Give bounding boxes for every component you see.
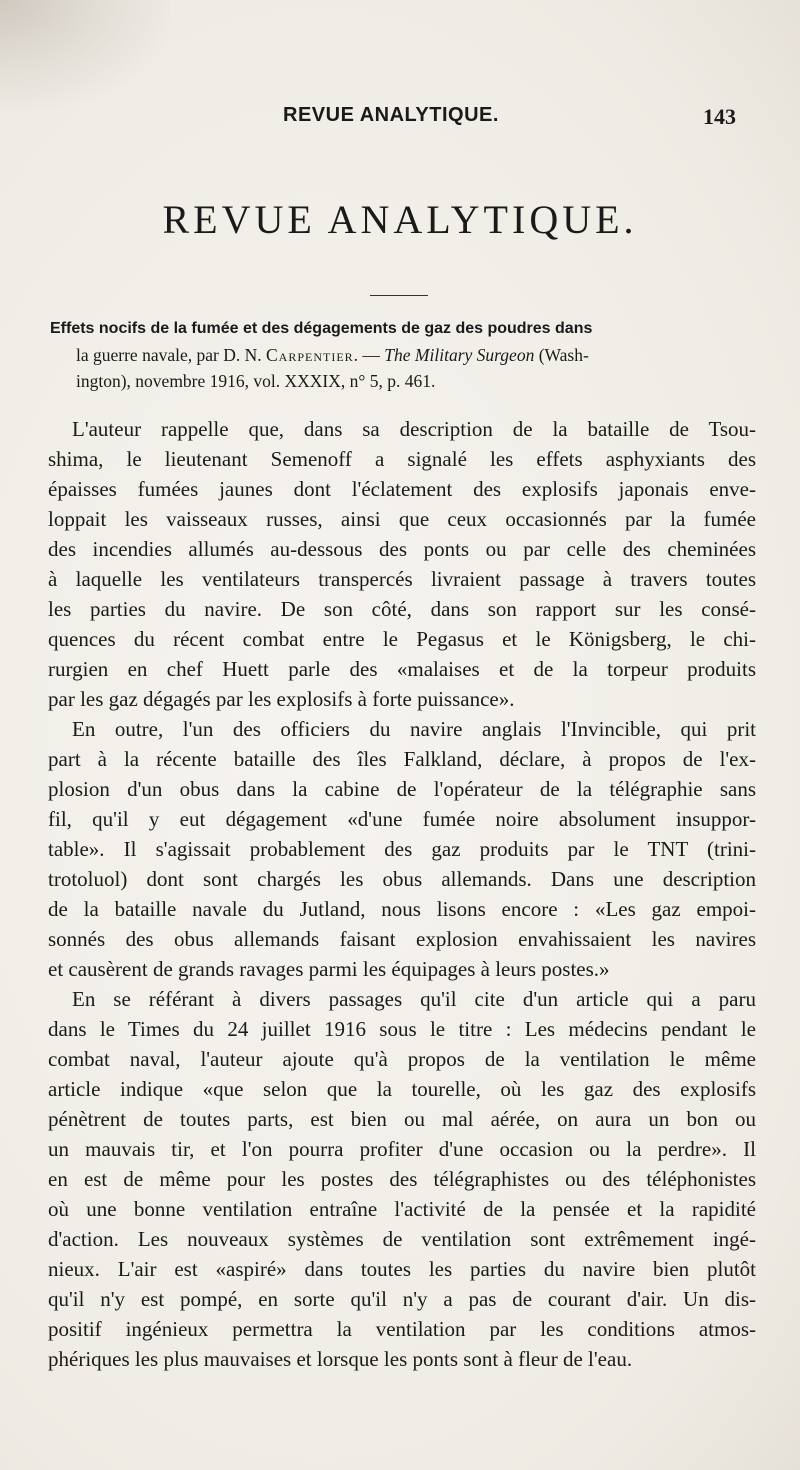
heading-text-segment: . — [353,345,385,365]
article-heading-line-1: Effets nocifs de la fumée et des dégagements de gaz des poudres dans [50,320,593,337]
heading-text-segment: la guerre navale, par D. N. [76,345,266,365]
running-head-title: REVUE ANALYTIQUE. [283,104,499,126]
text-line: L'auteur rappelle que, dans sa description de la bataille de Tsou- [72,417,756,441]
text-line: rurgien en chef Huett parle des «malaises et de la torpeur produits [48,657,756,681]
text-line: shima, le lieutenant Semenoff a signalé les effets asphyxiants des [48,447,756,471]
paragraph-2 [48,714,756,984]
text-line: les parties du navire. De son côté, dans son rapport sur les consé- [48,597,756,621]
page-number: 143 [703,104,736,129]
article-heading-line-2 [50,342,760,368]
text-line: sonnés des obus allemands faisant explosion envahissaient les navires [48,927,756,951]
text-line: des incendies allumés au-dessous des ponts ou par celle des cheminées [48,537,756,561]
text-line: et causèrent de grands ravages parmi les équipages à leurs postes.» [48,957,610,981]
text-line: part à la récente bataille des îles Falkland, déclare, à propos de l'ex- [48,747,756,771]
text-line: où une bonne ventilation entraîne l'activité de la pensée et la rapidité [48,1197,756,1221]
page-corner-shadow [0,0,170,110]
text-line: un mauvais tir, et l'on pourra profiter d'une occasion ou la perdre». Il [48,1137,756,1161]
text-line: par les gaz dégagés par les explosifs à forte puissance». [48,687,515,711]
paragraph-3 [48,984,756,1374]
text-line: loppait les vaisseaux russes, ainsi que ceux occasionnés par la fumée [48,507,756,531]
text-line: En se référant à divers passages qu'il cite d'un article qui a paru [72,987,756,1011]
text-line: fil, qu'il y eut dégagement «d'une fumée noire absolument insuppor- [48,807,756,831]
text-line: nieux. L'air est «aspiré» dans toutes les parties du navire bien plutôt [48,1257,756,1281]
text-line: qu'il n'y est pompé, en sorte qu'il n'y a pas de courant d'air. Un dis- [48,1287,756,1311]
text-line: trotoluol) dont sont chargés les obus allemands. Dans une description [48,867,756,891]
text-line: d'action. Les nouveaux systèmes de ventilation sont extrêmement ingé- [48,1227,756,1251]
heading-text-segment: (Wash- [534,345,589,365]
text-line: table». Il s'agissait probablement des gaz produits par le TNT (trini- [48,837,756,861]
text-line: épaisses fumées jaunes dont l'éclatement des explosifs japonais enve- [48,477,756,501]
text-line: pénètrent de toutes parts, est bien ou mal aérée, on aura un bon ou [48,1107,756,1131]
article-author: Carpentier [265,345,354,365]
text-line: dans le Times du 24 juillet 1916 sous le titre : Les médecins pendant le [48,1017,756,1041]
text-line: de la bataille navale du Jutland, nous lisons encore : «Les gaz empoi- [48,897,756,921]
text-line: plosion d'un obus dans la cabine de l'opérateur de la télégraphie sans [48,777,756,801]
article-heading [50,316,760,394]
text-line: phériques les plus mauvaises et lorsque les ponts sont à fleur de l'eau. [48,1347,633,1371]
text-line: en est de même pour les postes des télégraphistes ou des téléphonistes [48,1167,756,1191]
text-line: En outre, l'un des officiers du navire anglais l'Invincible, qui prit [72,717,756,741]
text-line: positif ingénieux permettra la ventilation par les conditions atmos- [48,1317,756,1341]
text-line: quences du récent combat entre le Pegasus et le Königsberg, le chi- [48,627,756,651]
journal-title: The Military Surgeon [384,345,535,365]
section-title: REVUE ANALYTIQUE. [162,197,638,242]
title-rule [370,295,428,296]
text-line: article indique «que selon que la tourelle, où les gaz des explosifs [48,1077,756,1101]
paragraph-1 [48,414,756,714]
running-head [0,104,800,132]
article-heading-line-3: ington), novembre 1916, vol. XXXIX, n° 5, p. 461. [76,371,436,391]
text-line: combat naval, l'auteur ajoute qu'à propos de la ventilation le même [48,1047,756,1071]
text-line: à laquelle les ventilateurs transpercés livraient passage à travers toutes [48,567,756,591]
article-body [48,414,756,1374]
